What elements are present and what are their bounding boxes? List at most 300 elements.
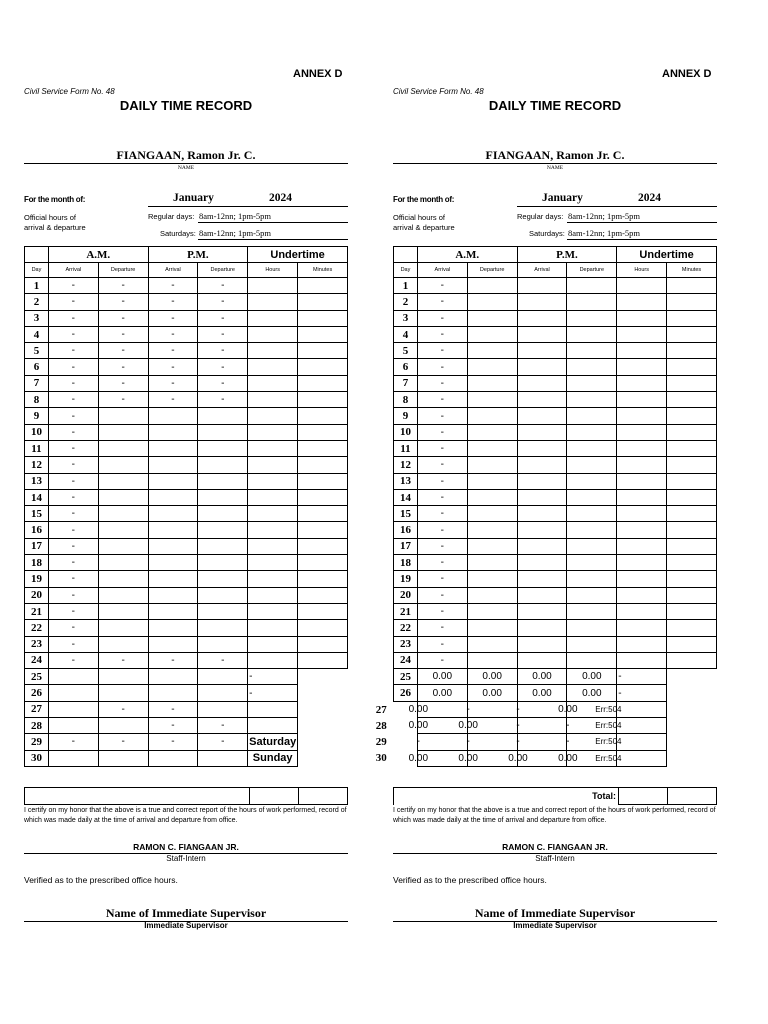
am-departure-cell [98,457,148,473]
undertime-hours-cell [248,424,298,440]
pm-arrival-cell: 0.00 [493,750,543,766]
pm-arrival-cell [517,310,567,326]
pm-arrival-cell [517,343,567,359]
undertime-minutes-cell [298,294,348,310]
pm-departure-cell: - [198,294,248,310]
table-row [25,473,348,489]
am-departure-cell: - [98,652,148,668]
undertime-minutes-cell [643,734,693,750]
pm-arrival-cell [517,538,567,554]
day-number: 17 [25,538,49,554]
am-arrival-cell: - [48,294,98,310]
pm-departure-cell [198,506,248,522]
am-arrival-cell: - [417,424,467,440]
total-minutes [299,788,348,805]
signatory-name: RAMON C. FIANGAAN JR. [502,842,608,852]
day-number: 11 [394,440,418,456]
day-number: 20 [25,587,49,603]
pm-departure-cell: 0.00 [567,685,617,701]
undertime-hours-cell [617,359,667,375]
undertime-minutes-cell [298,701,348,717]
day-number: 15 [394,506,418,522]
table-row [25,392,348,408]
pm-arrival-cell [148,636,198,652]
day-number: 20 [394,587,418,603]
undertime-minutes-cell [298,457,348,473]
undertime-minutes-cell [667,652,717,668]
am-arrival-cell: - [48,375,98,391]
undertime-hours-cell [617,506,667,522]
undertime-hours-cell [248,603,298,619]
day-number: 8 [394,392,418,408]
am-departure-cell [467,555,517,571]
supervisor-title: Immediate Supervisor [144,921,228,930]
am-arrival-cell: - [48,343,98,359]
day-number: 25 [25,669,49,685]
undertime-minutes-cell [667,457,717,473]
pm-arrival-cell: - [148,343,198,359]
year-value: 2024 [638,192,661,204]
undertime-hours-cell: Sunday [248,750,298,766]
pm-arrival-cell [517,440,567,456]
am-departure-cell [98,603,148,619]
table-row [370,750,693,766]
day-number: 19 [394,571,418,587]
undertime-minutes-cell [298,375,348,391]
undertime-hours-cell [248,571,298,587]
minutes-header: Minutes [298,263,348,278]
undertime-hours-cell [617,326,667,342]
month-value: January [542,192,583,204]
undertime-hours-cell [248,718,298,734]
table-row [25,652,348,668]
undertime-minutes-cell [298,473,348,489]
pm-departure-cell [567,587,617,603]
pm-arrival-cell: - [148,392,198,408]
am-departure-cell [98,750,148,766]
pm-arrival-cell: - [493,734,543,750]
undertime-minutes-cell [667,685,717,701]
pm-departure-cell [567,310,617,326]
undertime-minutes-cell [298,603,348,619]
table-row [25,636,348,652]
pm-arrival-cell [517,603,567,619]
undertime-hours-cell [617,636,667,652]
table-row [25,278,348,294]
am-arrival-cell: 0.00 [393,750,443,766]
am-arrival-cell: - [417,571,467,587]
pm-departure-cell [198,555,248,571]
table-row [394,424,717,440]
day-number: 5 [394,343,418,359]
employee-name: FIANGAAN, Ramon Jr. C. [116,148,256,162]
undertime-minutes-cell [298,326,348,342]
am-departure-cell: - [98,392,148,408]
undertime-hours-cell [248,620,298,636]
table-row [25,359,348,375]
pm-arrival-cell [517,587,567,603]
total-label: Total: [394,788,619,805]
pm-departure-cell [567,636,617,652]
pm-header: P.M. [148,247,248,263]
undertime-hours-cell [248,375,298,391]
saturdays-label: Saturdays: [160,229,196,238]
am-header: A.M. [417,247,517,263]
am-departure-cell [467,359,517,375]
am-departure-cell: 0.00 [467,685,517,701]
regular-days-hours: 8am-12nn; 1pm-5pm [568,211,641,221]
table-row [25,375,348,391]
undertime-minutes-cell [298,424,348,440]
table-row [25,310,348,326]
undertime-hours-cell [248,326,298,342]
pm-arrival-cell [517,294,567,310]
undertime-hours-cell [617,343,667,359]
saturdays-hours: 8am-12nn; 1pm-5pm [199,228,272,238]
undertime-minutes-cell [667,473,717,489]
undertime-hours-cell [248,457,298,473]
employee-name: FIANGAAN, Ramon Jr. C. [485,148,625,162]
day-number: 3 [25,310,49,326]
form-number: Civil Service Form No. 48 [24,87,115,96]
am-arrival-cell: - [417,473,467,489]
am-arrival-cell: 0.00 [417,685,467,701]
undertime-hours-cell: - [617,669,667,685]
undertime-minutes-cell [298,685,348,701]
pm-departure-cell [567,326,617,342]
am-departure-cell [467,587,517,603]
pm-arrival-cell [148,750,198,766]
undertime-minutes-cell [667,620,717,636]
undertime-minutes-cell [667,424,717,440]
am-arrival-cell: - [48,473,98,489]
pm-departure-cell [198,701,248,717]
table-row [394,620,717,636]
am-arrival-cell: - [417,522,467,538]
pm-arrival-cell: - [148,294,198,310]
table-row [25,408,348,424]
supervisor-name: Name of Immediate Supervisor [474,906,636,920]
undertime-hours-cell [617,522,667,538]
day-number: 17 [394,538,418,554]
pm-departure-cell [198,424,248,440]
pm-arrival-cell [517,375,567,391]
undertime-hours-cell [248,489,298,505]
am-arrival-cell: - [48,603,98,619]
pm-arrival-cell: - [148,734,198,750]
undertime-minutes-cell [298,636,348,652]
pm-departure-cell [567,522,617,538]
table-row [25,489,348,505]
undertime-minutes-cell [298,408,348,424]
table-row [394,522,717,538]
am-arrival-cell: - [48,555,98,571]
table-row [25,734,348,750]
am-departure-cell [467,636,517,652]
am-arrival-header: Arrival [48,263,98,278]
undertime-minutes-cell [298,278,348,294]
day-number: 10 [394,424,418,440]
am-departure-cell [98,685,148,701]
am-arrival-cell: - [417,278,467,294]
undertime-hours-cell [248,294,298,310]
day-number: 6 [394,359,418,375]
table-row [394,555,717,571]
table-row [394,538,717,554]
total-minutes [668,788,717,805]
am-arrival-cell: - [417,636,467,652]
table-row [394,310,717,326]
table-row [370,718,693,734]
pm-departure-cell [198,489,248,505]
am-arrival-cell: - [48,457,98,473]
undertime-hours-cell: - [248,685,298,701]
day-number: 14 [394,489,418,505]
undertime-minutes-cell [667,440,717,456]
undertime-minutes-cell [298,522,348,538]
day-number: 24 [25,652,49,668]
undertime-hours-cell [248,636,298,652]
am-departure-cell: - [98,326,148,342]
undertime-minutes-cell [298,750,348,766]
month-label: For the month of: [24,195,86,204]
day-number: 1 [25,278,49,294]
undertime-hours-cell [248,587,298,603]
undertime-hours-cell [617,310,667,326]
undertime-minutes-cell [667,326,717,342]
undertime-hours-cell [617,603,667,619]
day-number: 28 [375,719,387,732]
undertime-hours-cell: - [248,669,298,685]
pm-arrival-cell [148,408,198,424]
am-departure-cell: - [98,343,148,359]
am-arrival-cell: 0.00 [393,718,443,734]
undertime-hours-cell [248,440,298,456]
undertime-hours-cell [248,473,298,489]
day-number: 12 [394,457,418,473]
table-row [25,685,348,701]
pm-arrival-cell [148,457,198,473]
undertime-hours-cell [248,538,298,554]
day-number: 2 [394,294,418,310]
pm-departure-cell [567,571,617,587]
undertime-minutes-cell [298,718,348,734]
time-record-table [24,246,348,767]
undertime-hours-cell: Err:504 [593,701,643,717]
am-departure-cell [98,669,148,685]
table-row [394,457,717,473]
undertime-minutes-cell [298,359,348,375]
table-row [394,571,717,587]
pm-arrival-cell [148,489,198,505]
pm-arrival-header: Arrival [148,263,198,278]
pm-arrival-cell [148,538,198,554]
am-departure-cell [467,457,517,473]
am-departure-cell: - [98,375,148,391]
undertime-minutes-cell [298,310,348,326]
undertime-minutes-cell [643,701,693,717]
certification-text: I certify on my honor that the above is a true and correct report of the hours of work performed, record of which was made daily at the time of arrival and departure from office. [393,807,716,824]
pm-departure-header: Departure [567,263,617,278]
undertime-minutes-cell [643,718,693,734]
pm-departure-cell: 0.00 [543,701,593,717]
table-row [25,506,348,522]
table-row [394,489,717,505]
pm-departure-cell [198,685,248,701]
am-departure-cell [467,652,517,668]
am-arrival-cell: - [417,538,467,554]
am-departure-cell: 0.00 [443,718,493,734]
day-number: 16 [25,522,49,538]
am-arrival-cell: - [48,571,98,587]
pm-departure-cell: 0.00 [567,669,617,685]
undertime-hours-cell: Err:504 [593,734,643,750]
pm-departure-cell: - [198,343,248,359]
blank-header [394,247,418,263]
regular-days-label: Regular days: [517,212,564,221]
table-row [394,392,717,408]
pm-departure-cell [567,375,617,391]
day-number: 23 [394,636,418,652]
am-departure-header: Departure [98,263,148,278]
undertime-minutes-cell [667,310,717,326]
undertime-hours-cell [248,652,298,668]
day-number: 19 [25,571,49,587]
pm-departure-cell [567,652,617,668]
pm-departure-cell [198,636,248,652]
table-row [25,522,348,538]
pm-departure-cell: - [543,734,593,750]
pm-arrival-cell [148,424,198,440]
undertime-minutes-cell [667,522,717,538]
am-departure-cell: 0.00 [467,669,517,685]
am-arrival-cell: - [417,652,467,668]
undertime-hours-cell [248,506,298,522]
am-departure-cell [98,538,148,554]
am-departure-cell: - [98,294,148,310]
name-underline [393,163,717,164]
am-arrival-cell: - [417,310,467,326]
pm-arrival-cell [148,587,198,603]
pm-arrival-cell: - [148,326,198,342]
am-arrival-cell [48,750,98,766]
pm-departure-cell [567,620,617,636]
pm-arrival-cell: - [148,652,198,668]
day-number: 13 [25,473,49,489]
name-underline [24,163,348,164]
undertime-minutes-cell [667,669,717,685]
pm-arrival-cell [517,392,567,408]
pm-departure-header: Departure [198,263,248,278]
table-row [25,424,348,440]
pm-departure-cell [567,457,617,473]
pm-arrival-cell [517,636,567,652]
am-departure-cell [467,343,517,359]
am-departure-cell [467,620,517,636]
pm-arrival-cell: - [148,701,198,717]
table-row [25,555,348,571]
pm-departure-cell [567,603,617,619]
undertime-hours-cell [617,278,667,294]
am-departure-cell [467,522,517,538]
am-arrival-cell: - [417,457,467,473]
regular-days-hours: 8am-12nn; 1pm-5pm [199,211,272,221]
undertime-hours-cell: - [617,685,667,701]
undertime-hours-cell [248,408,298,424]
am-arrival-cell: - [48,326,98,342]
pm-arrival-cell [517,555,567,571]
am-arrival-cell: - [417,506,467,522]
day-number: 4 [25,326,49,342]
am-departure-cell [98,408,148,424]
am-arrival-cell: - [417,440,467,456]
undertime-minutes-cell [298,669,348,685]
undertime-hours-cell [617,392,667,408]
total-row [393,787,717,805]
am-arrival-cell: - [417,620,467,636]
pm-arrival-cell [517,408,567,424]
day-number: 26 [394,685,418,701]
undertime-hours-cell [248,555,298,571]
table-row [370,734,693,750]
total-label [25,788,250,805]
pm-arrival-cell [148,620,198,636]
table-row [25,440,348,456]
pm-arrival-cell [517,359,567,375]
am-departure-cell [98,424,148,440]
pm-departure-cell: - [198,326,248,342]
month-value: January [173,192,214,204]
table-row [394,636,717,652]
pm-arrival-cell [148,685,198,701]
undertime-minutes-cell [667,555,717,571]
pm-arrival-cell [148,603,198,619]
undertime-minutes-cell [298,440,348,456]
pm-departure-cell [567,408,617,424]
undertime-hours-cell: Err:504 [593,750,643,766]
undertime-hours-cell [617,652,667,668]
day-number: 3 [394,310,418,326]
signatory-position: Staff-Intern [535,854,575,863]
pm-arrival-cell: - [148,359,198,375]
undertime-minutes-cell [667,408,717,424]
pm-departure-cell: - [198,718,248,734]
supervisor-name: Name of Immediate Supervisor [105,906,267,920]
pm-arrival-cell [148,555,198,571]
pm-arrival-cell [517,522,567,538]
day-header: Day [25,263,49,278]
pm-departure-cell [567,440,617,456]
table-row [394,603,717,619]
saturdays-hours: 8am-12nn; 1pm-5pm [568,228,641,238]
undertime-minutes-cell [298,587,348,603]
undertime-minutes-cell [298,506,348,522]
table-row [25,538,348,554]
regular-days-label: Regular days: [148,212,195,221]
undertime-minutes-cell [298,538,348,554]
undertime-minutes-cell [667,294,717,310]
pm-departure-cell [567,538,617,554]
pm-departure-cell [198,457,248,473]
day-number: 7 [394,375,418,391]
official-hours-label: Official hours of arrival & departure [393,213,455,232]
day-number: 22 [25,620,49,636]
pm-departure-cell: 0.00 [543,750,593,766]
pm-departure-cell [198,571,248,587]
undertime-hours-cell [617,587,667,603]
pm-arrival-cell [148,669,198,685]
am-departure-cell: - [98,701,148,717]
